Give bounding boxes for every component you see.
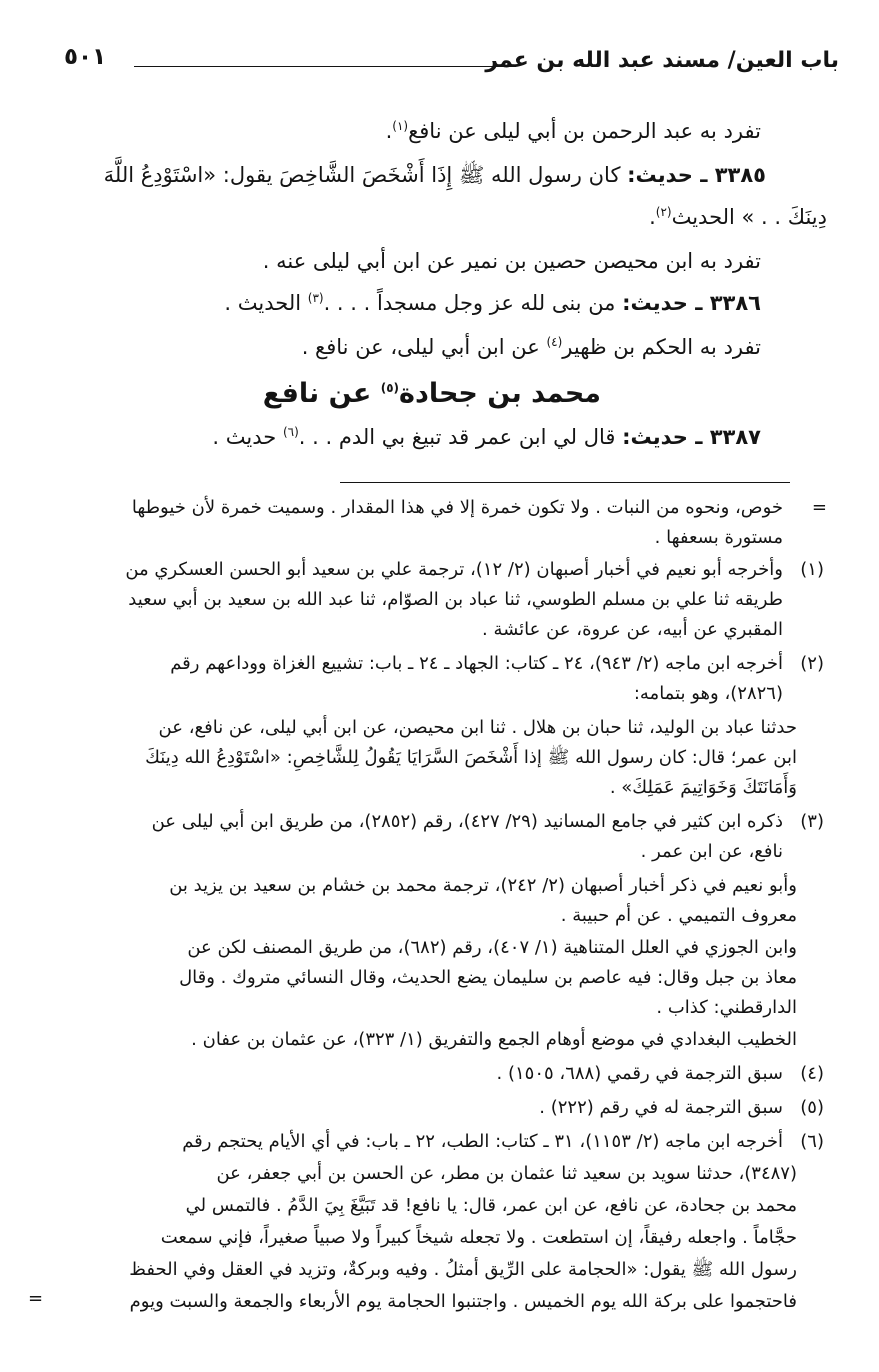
footnote-ref-3: (٣) xyxy=(307,291,324,305)
footnote-6-line-6: فاحتجموا على بركة الله يوم الخميس . واجتنبوا الحجامة يوم الأربعاء والجمعة والسبت ويوم xyxy=(129,1291,797,1312)
footnote-2-line-2: (٢٨٢٦)، وهو بتمامه: xyxy=(633,683,783,704)
footnote-1-line-1: وأخرجه أبو نعيم في أخبار أصبهان (٢/ ١٢)، ترجمة علي بن سعيد أبو الحسن العسكري من xyxy=(125,559,783,580)
footnote-6-line-2: (٣٤٨٧)، حدثنا سويد بن سعيد ثنا عثمان بن مطر، عن الحسن بن أبي جعفر، عن xyxy=(216,1163,797,1184)
main-line-4: تفرد به ابن محيصن حصين بن نمير عن ابن أبي ليلى عنه . xyxy=(262,249,761,273)
footnote-2-line-3: حدثنا عباد بن الوليد، ثنا حبان بن هلال . ثنا ابن محيصن، عن ابن أبي ليلى، عن نافع، عن xyxy=(158,717,797,738)
section-heading: محمد بن جحادة$^{(٥)}$ عن نافع xyxy=(262,378,601,409)
footnote-2-line-5: وَأَمَانَتَكَ وَخَوَاتِيمَ عَمَلِكَ» . xyxy=(609,777,797,798)
footnote-4-marker: (٤) xyxy=(800,1063,824,1084)
footnote-3-marker: (٣) xyxy=(800,811,824,832)
footnote-6-line-3: محمد بن جحادة، عن نافع، عن ابن عمر، قال: يا نافع! قد تَبَيَّغَ بِيَ الدَّمُ . فالتمس لي xyxy=(185,1195,797,1216)
footnote-2-line-4: ابن عمر؛ قال: كان رسول الله ﷺ إذا أَشْخَصَ السَّرَايَا يَقُولُ لِلشَّاخِصِ: «اسْتَوْدِعُ الله دِينَكَ xyxy=(145,747,797,768)
hadith-3386-line: ٣٣٨٦ ـ حديث: من بنى لله عز وجل مسجداً . . . .$^{(٣)}$ الحديث . xyxy=(224,291,761,315)
footnote-3-line-8: الخطيب البغدادي في موضع أوهام الجمع والتفريق (١/ ٣٢٣)، عن عثمان بن عفان . xyxy=(191,1029,797,1050)
footnote-ref-1: (١) xyxy=(392,119,409,133)
footnote-3-line-7: الدارقطني: كذاب . xyxy=(656,997,797,1018)
continuation-mark: = xyxy=(811,497,827,518)
running-header-title: باب العين/ مسند عبد الله بن عمر xyxy=(485,48,839,73)
continuation-mark-end: = xyxy=(28,1288,44,1309)
footnote-ref-6: (٦) xyxy=(282,425,299,439)
footnote-2-line-1: أخرجه ابن ماجه (٢/ ٩٤٣)، ٢٤ ـ كتاب: الجهاد ـ ٢٤ ـ باب: تشييع الغزاة ووداعهم رقم xyxy=(170,653,783,674)
footnote-ref-2: (٢) xyxy=(655,205,672,219)
footnote-2-marker: (٢) xyxy=(800,653,824,674)
footnote-6-line-5: رسول الله ﷺ يقول: «الحجامة على الرِّيق أمثلُ . وفيه وبركةٌ، وتزيد في العقل وفي الحفظ xyxy=(129,1259,797,1280)
footnote-4-line-1: سبق الترجمة في رقمي (٦٨٨، ١٥٠٥) . xyxy=(496,1063,783,1084)
footnote-5-line-1: سبق الترجمة له في رقم (٢٢٢) . xyxy=(539,1097,783,1118)
hadith-3385-line-2: دِينَكَ . . » الحديث$^{(٢)}$. xyxy=(649,205,827,229)
hadith-number-3385: ٣٣٨٥ ـ حديث: xyxy=(627,163,766,187)
hadith-3387-line: ٣٣٨٧ ـ حديث: قال لي ابن عمر قد تبيغ بي الدم . . .$^{(٦)}$ حديث . xyxy=(212,425,761,449)
footnote-3-line-4: معروف التميمي . عن أم حبيبة . xyxy=(560,905,797,926)
footnote-continuation-line-1: خوص، ونحوه من النبات . ولا تكون خمرة إلا في هذا المقدار . وسميت خمرة لأن خيوطها xyxy=(131,497,783,518)
hadith-3385-line-1: ٣٣٨٥ ـ حديث: كان رسول الله ﷺ إِذَا أَشْخَصَ الشَّاخِصَ يقول: «اسْتَوْدِعُ اللَّهَ xyxy=(103,163,766,187)
footnote-3-line-6: معاذ بن جبل وقال: فيه عاصم بن سليمان يضع الحديث، وقال النسائي متروك . وقال xyxy=(179,967,797,988)
footnote-continuation-line-2: مستورة بسعفها . xyxy=(654,527,783,548)
footnote-6-line-1: أخرجه ابن ماجه (٢/ ١١٥٣)، ٣١ ـ كتاب: الطب، ٢٢ ـ باب: في أي الأيام يحتجم رقم xyxy=(182,1131,783,1152)
header-rule xyxy=(134,66,516,67)
hadith-number-3387: ٣٣٨٧ ـ حديث: xyxy=(622,425,761,449)
footnote-3-line-5: وابن الجوزي في العلل المتناهية (١/ ٤٠٧)، رقم (٦٨٢)، من طريق المصنف لكن عن xyxy=(187,937,797,958)
footnote-5-marker: (٥) xyxy=(800,1097,824,1118)
footnote-1-line-2: طريقه ثنا علي بن مسلم الطوسي، ثنا عباد بن الصوّام، ثنا عبد الله بن سعيد بن أبي سعيد xyxy=(128,589,783,610)
hadith-number-3386: ٣٣٨٦ ـ حديث: xyxy=(622,291,761,315)
footnote-1-line-3: المقبري عن أبيه، عن عروة، عن عائشة . xyxy=(482,619,783,640)
footnote-divider xyxy=(340,482,790,483)
footnote-3-line-1: ذكره ابن كثير في جامع المسانيد (٢٩/ ٤٢٧)، رقم (٢٨٥٢)، من طريق ابن أبي ليلى عن xyxy=(151,811,783,832)
footnote-6-marker: (٦) xyxy=(800,1131,824,1152)
main-line-1: تفرد به عبد الرحمن بن أبي ليلى عن نافع$^{(١)}$. xyxy=(385,119,761,143)
footnote-3-line-2: نافع، عن ابن عمر . xyxy=(640,841,783,862)
footnote-ref-4: (٤) xyxy=(546,335,563,349)
footnote-3-line-3: وأبو نعيم في ذكر أخبار أصبهان (٢/ ٢٤٢)، ترجمة محمد بن خشام بن سعيد بن يزيد بن xyxy=(169,875,797,896)
footnote-1-marker: (١) xyxy=(800,559,824,580)
footnote-ref-5: (٥) xyxy=(380,381,400,395)
footnote-6-line-4: حجَّاماً . واجعله رفيقاً، إن استطعت . ولا تجعله شيخاً كبيراً ولا صبياً صغيراً، فإني سمعت xyxy=(160,1227,797,1248)
page-number: ٥٠١ xyxy=(64,44,107,70)
main-line-6: تفرد به الحكم بن ظهير$^{(٤)}$ عن ابن أبي ليلى، عن نافع . xyxy=(301,335,761,359)
